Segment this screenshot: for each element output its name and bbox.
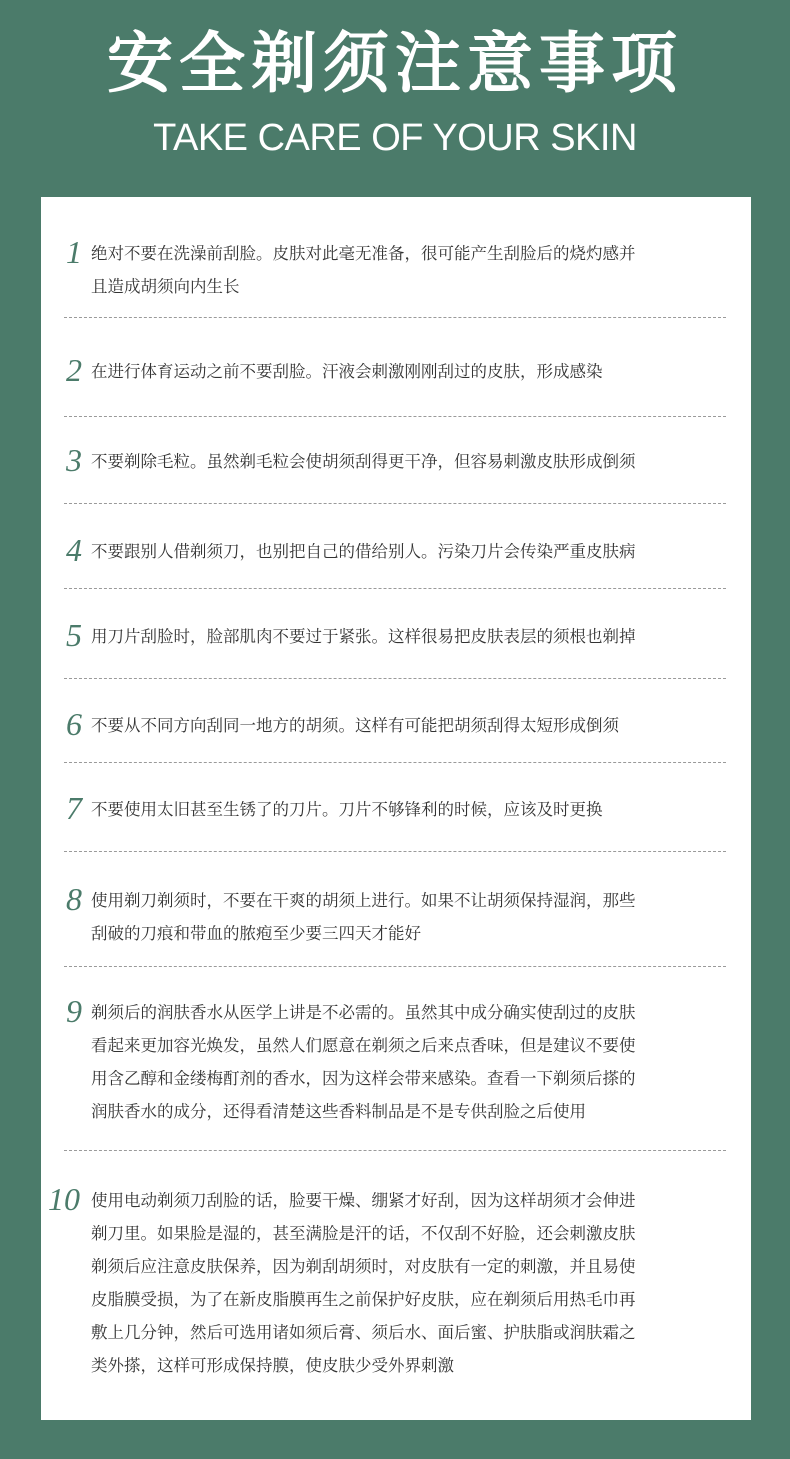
tip-text: 绝对不要在洗澡前刮脸。皮肤对此毫无准备，很可能产生刮脸后的烧灼感并 且造成胡须向内生长 [91, 244, 636, 296]
tip-text: 剃须后的润肤香水从医学上讲是不必需的。虽然其中成分确实使刮过的皮肤 看起来更加容光焕发，虽然人们愿意在剃须之后来点香味，但是建议不要使 用含乙醇和金缕梅酊剂的香水，因为这样会带来感染。查看一下剃须后搽的 润肤香水的成分，还得看清楚这些香料制品是不是专供刮脸之后使用 [91, 1003, 636, 1121]
tip-text: 不要从不同方向刮同一地方的胡须。这样有可能把胡须刮得太短形成倒须 [91, 716, 619, 735]
tip-item [64, 882, 726, 967]
tip-item [64, 235, 726, 318]
tip-number: 7 [66, 790, 82, 826]
tip-text: 不要使用太旧甚至生锈了的刀片。刀片不够锋利的时候，应该及时更换 [91, 800, 603, 819]
tip-number: 4 [66, 532, 82, 568]
tip-text: 不要剃除毛粒。虽然剃毛粒会使胡须刮得更干净，但容易刺激皮肤形成倒须 [91, 452, 636, 471]
tip-text: 在进行体育运动之前不要刮脸。汗液会刺激刚刚刮过的皮肤，形成感染 [91, 362, 603, 381]
tip-item [64, 707, 726, 763]
tip-number: 5 [66, 617, 82, 653]
tip-number: 2 [66, 352, 82, 388]
tip-number: 8 [66, 881, 82, 917]
tip-number: 3 [66, 442, 82, 478]
tip-item [64, 618, 726, 679]
tip-item [64, 353, 726, 417]
tip-text: 使用剃刀剃须时，不要在干爽的胡须上进行。如果不让胡须保持湿润，那些 刮破的刀痕和带血的脓疱至少要三四天才能好 [91, 891, 636, 943]
tip-item [64, 791, 726, 852]
tip-item [64, 533, 726, 589]
tips-card [41, 197, 751, 1420]
tip-number: 9 [66, 993, 82, 1029]
page-title: 安全剃须注意事项 [107, 25, 683, 102]
tip-item [64, 994, 726, 1151]
tip-number: 6 [66, 706, 82, 742]
page-subtitle: TAKE CARE OF YOUR SKIN [153, 117, 637, 159]
tip-text: 使用电动剃须刀刮脸的话，脸要干燥、绷紧才好刮，因为这样胡须才会伸进 剃刀里。如果脸是湿的，甚至满脸是汗的话，不仅刮不好脸，还会刺激皮肤 剃须后应注意皮肤保养，因为剃刮胡须时，对皮肤有一定的刺激，并且易使 皮脂膜受损，为了在新皮脂膜再生之前保护好皮肤，应在剃须后用热毛巾再 敷上几分钟，然后可选用诸如须后膏、须后水、面后蜜、护肤脂或润肤霜之 类外搽，这样可形成保持膜，使皮肤少受外界刺激 [91, 1191, 636, 1375]
tip-number: 1 [66, 234, 82, 270]
tip-number: 10 [48, 1181, 80, 1217]
tip-text: 不要跟别人借剃须刀，也别把自己的借给别人。污染刀片会传染严重皮肤病 [91, 542, 636, 561]
tip-item [48, 1181, 726, 1382]
tip-item [64, 443, 726, 504]
tip-text: 用刀片刮脸时，脸部肌肉不要过于紧张。这样很易把皮肤表层的须根也剃掉 [91, 627, 636, 646]
